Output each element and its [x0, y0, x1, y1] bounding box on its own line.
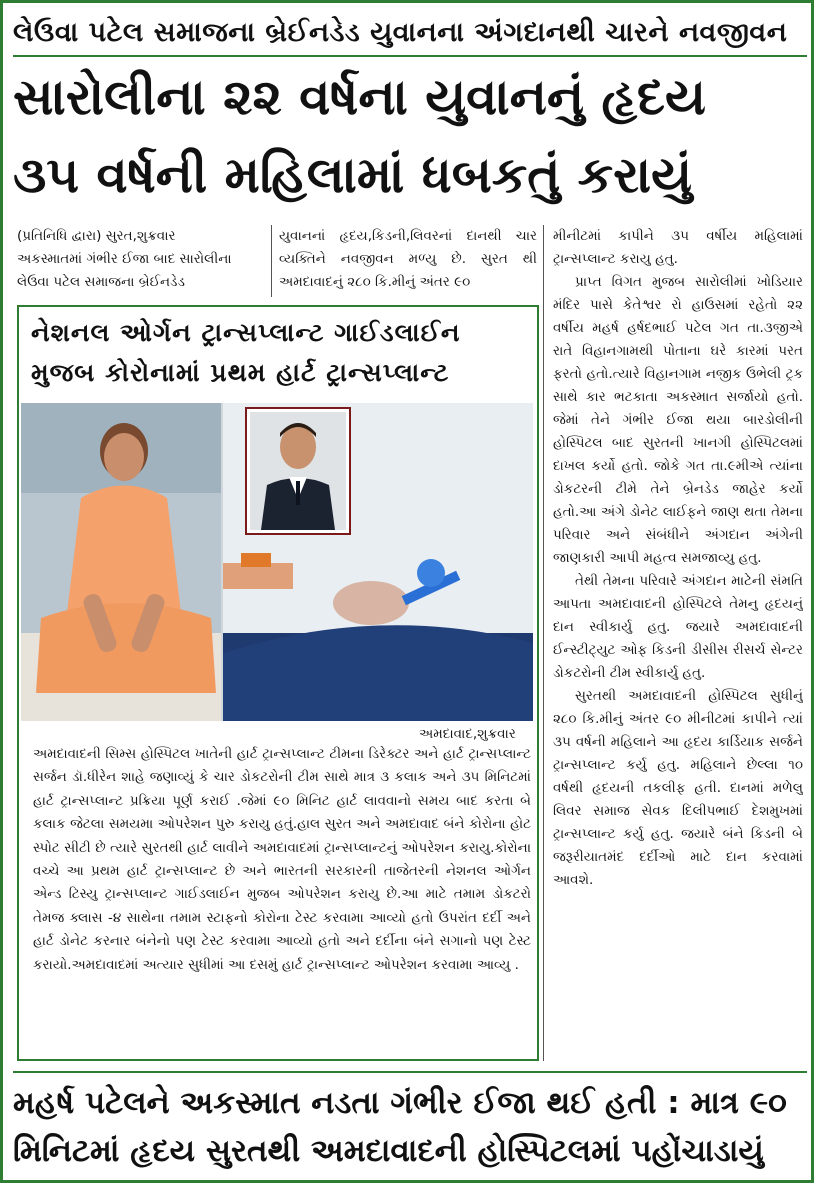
- column-1: [17, 225, 267, 297]
- boxed-story: [17, 305, 539, 1061]
- section-rule: [13, 1071, 807, 1073]
- box-headline-line-2: મુજબ કોરોનામાં પ્રથમ હાર્ટ ટ્રાન્સપ્લાન્ટ: [31, 358, 450, 387]
- column-3: [553, 225, 803, 1063]
- bottom-headline-line-1: મહર્ષ પટેલને અકસ્માત નડતા ગંભીર ઈજા થઈ હતી : માત્ર ૯૦: [13, 1085, 787, 1121]
- box-headline-line-1: નેશનલ ઓર્ગન ટ્રાન્સપ્લાન્ટ ગાઈડલાઈન: [31, 318, 461, 347]
- column-3-para-1: મીનીટમાં કાપીને ૩૫ વર્ષીય મહિલામાં ટ્રાન્સપ્લાન્ટ કરાયુ હતુ.: [553, 228, 803, 267]
- column-3-para-3: તેથી તેમના પરિવારે અંગદાન માટેની સંમતિ આપતા અમદાવાદની હોસ્પિટલે તેમનુ હૃદયનું દાન સ્વીકાર્યુ હતુ. જયારે અમદાવાદની ઈન્સ્ટીટ્યુટ ઓફ કિડની ડીસીસ રીસર્ચ સેન્ટર ડોકટરોની ટીમ સ્વીકાર્યુ હતુ.: [553, 573, 803, 681]
- byline: (પ્રતિનિધિ દ્વારા) સુરત,શુક્રવાર: [17, 228, 176, 244]
- box-dateline: અમદાવાદ,શુક્રવાર: [419, 726, 516, 742]
- main-headline-line-1: સારોલીના ૨૨ વર્ષના યુવાનનું હૃદય: [13, 68, 706, 126]
- column-1-text: અકસ્માતમાં ગંભીર ઈજા બાદ સારોલીના લેઉવા પટેલ સમાજના બ્રેઈનડેડ: [17, 251, 232, 290]
- column-2: [279, 225, 537, 297]
- box-body-text: અમદાવાદની સિમ્સ હોસ્પિટલ ખાતેની હાર્ટ ટ્રાન્સપ્લાન્ટ ટીમના ડિરેક્ટર અને હાર્ટ ટ્રાન્સપ્લાન્ટ સર્જન ડૉ.ધીરેન શાહે જણાવ્યું કે ચાર ડોકટરોની ટીમ સાથે માત્ર ૩ કલાક અને ૩૫ મિનિટમાં હાર્ટ ટ્રાન્સપ્લાન્ટ પ્રક્રિયા પૂર્ણ કરાઈ .જેમાં ૯૦ મિનિટ હાર્ટ લાવવાનો સમય બાદ કરતા બે કલાક જેટલા સમયમા ઓપરેશન પુરુ કરાયુ હતું.હાલ સુરત અને અમદાવાદ બંને કોરોના હોટ સ્પોટ સીટી છે ત્યારે સુરતથી હાર્ટ લાવીને અમદાવાદમાં ટ્રાન્સપ્લાન્ટનું ઓપરેશન કરાયુ.કોરોના વચ્ચે આ પ્રથમ હાર્ટ ટ્રાન્સપ્લાન્ટ છે અને ભારતની સરકારની તાજેતરની નેશનલ ઓર્ગન એન્ડ ટિસ્યુ ટ્રાન્સપ્લાન્ટ ગાઈડલાઈન મુજબ ઓપરેશન કરાયુ છે.આ માટે તમામ ડોકટરો તેમજ ક્લાસ -૪ સાથેના તમામ સ્ટાફનો કોરોના ટેસ્ટ કરવામા આવ્યો હતો ઉપરાંત દર્દી અને હાર્ટ ડોનેટ કરનાર બંનેનો પણ ટેસ્ટ કરવામા આવ્યો હતો અને દર્દીના બંને સગાનો પણ ટેસ્ટ કરાયો.અમદાવાદમાં અત્યાર સુધીમાં આ દસમું હાર્ટ ટ્રાન્સપ્લાન્ટ ઓપરેશન કરવામા આવ્યુ .: [33, 746, 531, 973]
- column-3-para-2: પ્રાપ્ત વિગત મુજબ સારોલીમાં ખોડિયાર મંદિર પાસે કેતેશ્વર રો હાઉસમાં રહેતો ૨૨ વર્ષીય મહર્ષ હર્ષદભાઈ પટેલ ગત તા.૩જીએ રાતે વિહાનગામથી પોતાના ઘરે કારમાં પરત ફરતો હતો.ત્યારે વિહાનગામ નજીક ઉભેલી ટ્રક સાથે કાર ભટકાતા અકસ્માત સર્જાયો હતો. જેમાં તેને ગંભીર ઈજા થયા બારડોલીની હોસ્પિટલ બાદ સુરતની ખાનગી હોસ્પિટલમાં દાખલ કર્યો હતો. જોકે ગત તા.૯મીએ ત્યાંના ડોકટરની ટીમે તેને બ્રેનડેડ જાહેર કર્યો હતો.આ અંગે ડોનેટ લાઈફને જાણ થતા તેમના પરિવાર અને સંબંધીને અંગદાન અંગેની જાણકારી આપી મહત્વ સમજાવ્યુ હતુ.: [553, 274, 803, 566]
- column-divider: [543, 225, 544, 1061]
- bottom-headline-line-2: મિનિટમાં હૃદય સુરતથી અમદાવાદની હોસ્પિટલમાં પહોંચાડાયું: [13, 1133, 764, 1169]
- column-3-para-4: સુરતથી અમદાવાદની હોસ્પિટલ સુધીનું ૨૮૦ કિ.મીનું અંતર ૯૦ મીનીટમાં કાપીને ત્યાં ૩૫ વર્ષની મહિલાને આ હૃદય કાર્ડિયાક સર્જને ટ્રાન્સપ્લાન્ટ કર્યુ હતુ. મહિલાને છેલ્લા ૧૦ વર્ષથી હૃદયની તકલીફ હતી. દાનમાં મળેલુ લિવર સમાજ સેવક દિલીપભાઈ દેશમુખમાં ટ્રાન્સપ્લાન્ટ કર્યુ હતુ. જયારે બંને કિડની બે જરૂરીયાતમંદ દર્દીઓ માટે દાન કરવામાં આવશે.: [553, 688, 803, 888]
- photo-illustration: [21, 403, 533, 721]
- column-2-text: યુવાનનાં હૃદય,કિડની,લિવરનાં દાનથી ચાર વ્યક્તિને નવજીવન મળ્યુ છે. સુરત થી અમદાવાદનું ૨૮૦ કિ.મીનું અંતર ૯૦: [279, 228, 537, 290]
- column-divider: [271, 225, 272, 297]
- main-headline-line-2: ૩૫ વર્ષની મહિલામાં ધબકતું કરાયું: [13, 146, 693, 204]
- news-photo: [21, 403, 533, 721]
- kicker-headline: લેઉવા પટેલ સમાજના બ્રેઈનડેડ યુવાનના અંગદાનથી ચારને નવજીવન: [13, 11, 807, 57]
